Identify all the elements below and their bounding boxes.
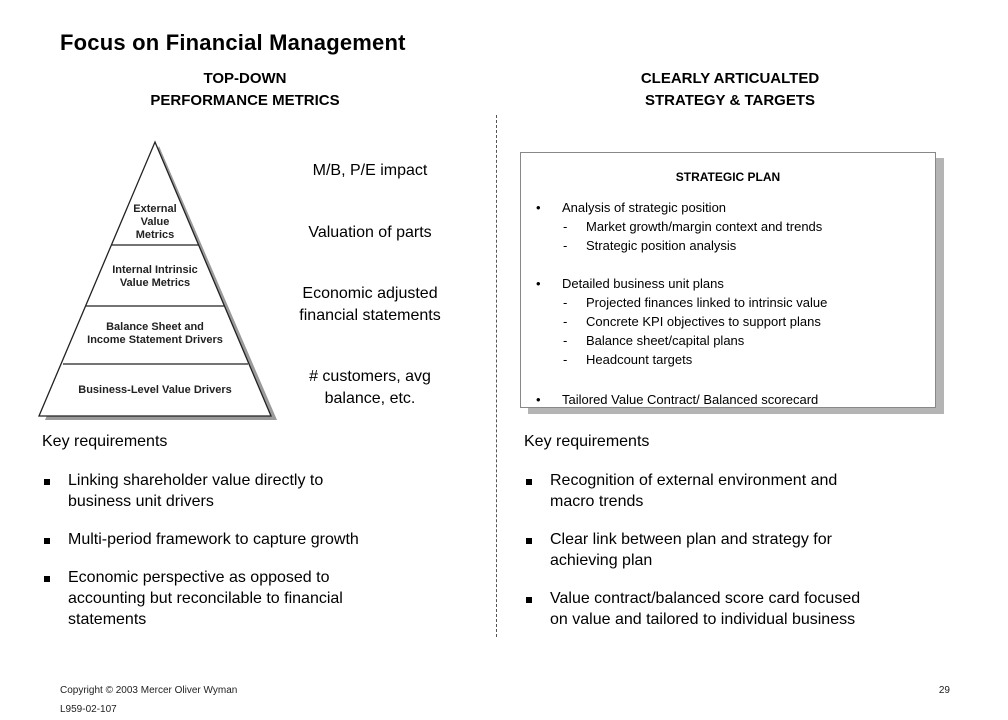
pyramid-level-text: External [133, 203, 177, 215]
metric-customers [250, 366, 490, 410]
plan-dash-icon: - [563, 238, 568, 253]
list-item-text: business unit drivers [68, 493, 214, 510]
strategic-plan-title: STRATEGIC PLAN [675, 170, 781, 184]
list-item-text: Linking shareholder value directly to [68, 472, 324, 489]
pyramid-level-external [103, 203, 207, 242]
pyramid-level-text: Business-Level Value Drivers [78, 384, 232, 396]
right-requirements-title: Key requirements [524, 433, 650, 450]
pyramid-level-balance-sheet [65, 321, 245, 347]
list-item [524, 529, 984, 571]
left-requirements-title: Key requirements [42, 433, 168, 450]
plan-subitem-text: Strategic position analysis [586, 238, 737, 253]
pyramid-level-text: Metrics [135, 229, 175, 241]
right-heading-line1: CLEARLY ARTICUALTED [640, 70, 820, 87]
left-column-heading [95, 68, 395, 112]
footer-copyright: Copyright © 2003 Mercer Oliver Wyman [60, 685, 238, 696]
list-item [524, 470, 984, 512]
list-item-text: accounting but reconcilable to financial [68, 590, 343, 607]
left-requirements-list [42, 470, 482, 647]
plan-dash-icon: - [563, 295, 568, 310]
metric-text: Valuation of parts [308, 224, 432, 241]
plan-subitem-text: Concrete KPI objectives to support plans [586, 314, 821, 329]
list-item [42, 529, 482, 550]
plan-dash-icon: - [563, 314, 568, 329]
metric-text: balance, etc. [324, 390, 416, 407]
plan-subitem-text: Projected finances linked to intrinsic value [586, 295, 828, 310]
list-item-text: Value contract/balanced score card focused [550, 590, 861, 607]
plan-bullet-icon: • [536, 392, 541, 407]
left-heading-line2: PERFORMANCE METRICS [150, 92, 340, 109]
list-item-text: Multi-period framework to capture growth [68, 531, 359, 548]
list-item [42, 470, 482, 512]
pyramid-level-text: Value [140, 216, 170, 228]
plan-item-text: Tailored Value Contract/ Balanced scorecard [562, 392, 819, 407]
plan-item-text: Detailed business unit plans [562, 276, 724, 291]
list-item-text: Clear link between plan and strategy for [550, 531, 832, 548]
metric-text: financial statements [299, 307, 441, 324]
pyramid-level-text: Value Metrics [119, 277, 191, 289]
plan-dash-icon: - [563, 333, 568, 348]
list-item-text: on value and tailored to individual business [550, 611, 856, 628]
list-item-text: Economic perspective as opposed to [68, 569, 330, 586]
metric-text: Economic adjusted [302, 285, 438, 302]
list-item-text: Recognition of external environment and [550, 472, 838, 489]
metric-text: # customers, avg [309, 368, 431, 385]
pyramid-level-text: Balance Sheet and [106, 321, 204, 333]
plan-dash-icon: - [563, 219, 568, 234]
plan-item-text: Analysis of strategic position [562, 200, 727, 215]
plan-bullet-icon: • [536, 200, 541, 215]
right-column-heading [580, 68, 880, 112]
pyramid-level-internal [80, 264, 230, 290]
list-item-text: achieving plan [550, 552, 653, 569]
plan-dash-icon: - [563, 352, 568, 367]
metric-valuation [260, 222, 480, 244]
pyramid-level-text: Income Statement Drivers [87, 334, 223, 346]
left-heading-line1: TOP-DOWN [203, 70, 287, 87]
plan-bullet-icon: • [536, 276, 541, 291]
plan-subitem-text: Market growth/margin context and trends [586, 219, 823, 234]
page-title: Focus on Financial Management [60, 30, 406, 55]
footer-doc-id: L959-02-107 [60, 704, 117, 715]
plan-subitem-text: Headcount targets [586, 352, 693, 367]
list-item-text: statements [68, 611, 147, 628]
metric-economic [250, 283, 490, 327]
metric-text: M/B, P/E impact [312, 162, 428, 179]
column-divider [496, 115, 497, 637]
list-item [524, 588, 984, 630]
list-item-text: macro trends [550, 493, 644, 510]
right-requirements-list [524, 470, 984, 647]
page-number: 29 [938, 685, 950, 696]
list-item [42, 567, 482, 630]
pyramid-level-text: Internal Intrinsic [112, 264, 198, 276]
right-heading-line2: STRATEGY & TARGETS [644, 92, 815, 109]
metric-mb-pe [260, 160, 480, 182]
pyramid-level-business [50, 384, 260, 397]
plan-subitem-text: Balance sheet/capital plans [586, 333, 745, 348]
